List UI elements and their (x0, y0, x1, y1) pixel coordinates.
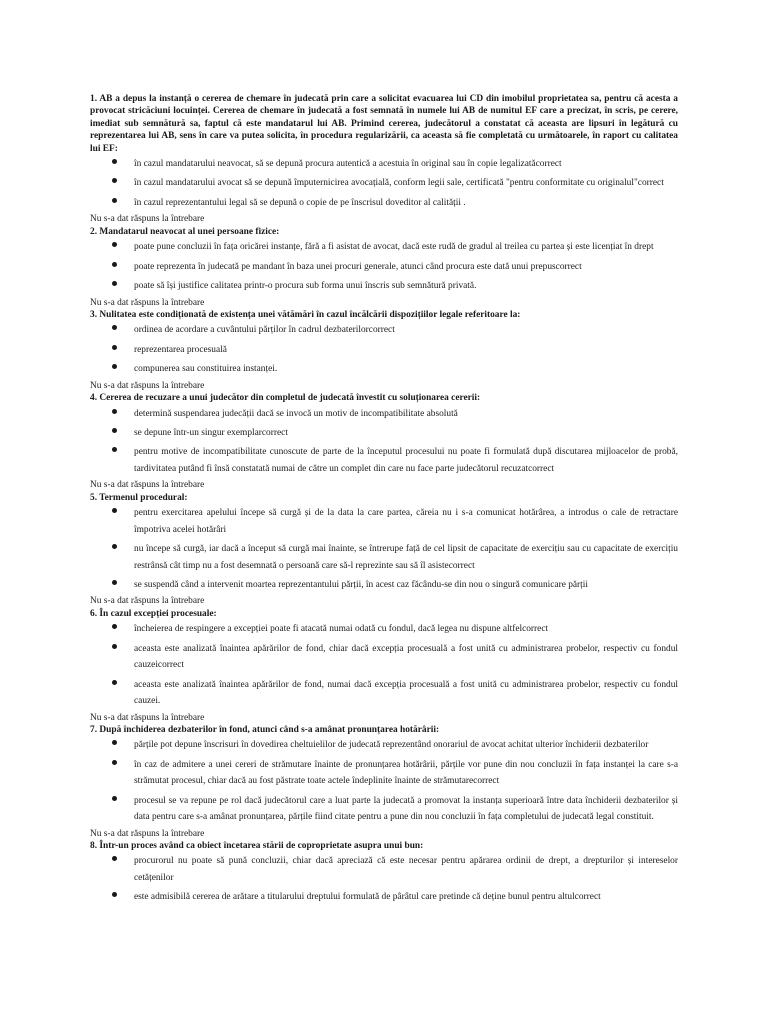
answer-item (134, 576, 678, 595)
answer-text: în cazul mandatarului neavocat, să se depună procura autentică a acestuia în original sau în copie legalizatăcorrect (134, 159, 562, 170)
bullet-icon (112, 242, 117, 247)
bullet-icon (112, 325, 117, 330)
bullet-icon (112, 856, 117, 861)
answer-status: Nu s-a dat răspuns la întrebare (90, 214, 205, 225)
answer-text: compunerea sau constituirea instanței. (134, 364, 278, 375)
answer-text: procurorul nu poate să pună concluzii, chiar dacă apreciază că este necesar pentru apărarea ordinii de drept, a drepturilor și intereselor cetățenilor (134, 856, 678, 883)
question-block (90, 840, 678, 908)
answer-text: în caz de admitere a unei cereri de strămutare înainte de pronunțarea hotărârii, părțile vor pune din nou concluzii în fața instanței la care s-a strămutat procesul, chiar dacă au fost păstrate toate actele îndeplinite înainte de strămutarecorrect (134, 759, 678, 787)
answer-text: poate reprezenta în judecată pe mandant în baza unei procuri generale, atunci când procura este dată unui prepuscorrect (134, 261, 582, 272)
question-block (90, 392, 678, 492)
bullet-icon (112, 544, 117, 549)
bullet-icon (112, 644, 117, 649)
answer-item (134, 792, 678, 828)
answer-text: se depune într-un singur exemplarcorrect (134, 428, 288, 438)
answer-item (134, 888, 678, 907)
answer-item (134, 504, 678, 540)
question-block (90, 608, 678, 724)
bullet-icon (112, 447, 117, 452)
answer-item (134, 155, 678, 174)
answer-item (134, 277, 678, 296)
answer-status: Nu s-a dat răspuns la întrebare (90, 297, 205, 308)
answer-text: ordinea de acordare a cuvântului părților în cadrul dezbaterilorcorrect (134, 325, 395, 336)
answer-list (90, 736, 678, 827)
answer-item (134, 321, 678, 340)
answer-list (90, 405, 678, 480)
bullet-icon (112, 178, 117, 183)
answer-status: Nu s-a dat răspuns la întrebare (90, 828, 205, 839)
question-block (90, 226, 678, 309)
question-text: 6. În cazul excepției procesuale: (90, 608, 217, 619)
question-block (90, 492, 678, 608)
answer-item (134, 540, 678, 576)
question-text: 7. După închiderea dezbaterilor în fond, atunci când s-a amânat pronunțarea hotărârii: (90, 724, 440, 735)
bullet-icon (112, 508, 117, 513)
answer-text: încheierea de respingere a excepției poate fi atacată numai odată cu fondul, dacă legea nu dispune altfelcorrect (134, 624, 549, 635)
answer-item (134, 258, 678, 277)
answer-status: Nu s-a dat răspuns la întrebare (90, 596, 205, 607)
bullet-icon (112, 281, 117, 286)
bullet-icon (112, 428, 117, 433)
answer-item (134, 620, 678, 639)
answer-item (134, 756, 678, 792)
answer-list (90, 155, 678, 213)
question-text: 8. Într-un proces având ca obiect încetarea stării de coproprietate asupra unui bun: (90, 841, 424, 851)
answer-list (90, 238, 678, 296)
answer-text: determină suspendarea judecății dacă se invocă un motiv de incompatibilitate absolută (134, 408, 458, 419)
bullet-icon (112, 796, 117, 801)
question-text: 3. Nulitatea este condiționată de existența unei vătămări în cazul încălcării dispozițiilor legale referitoare la: (90, 309, 521, 320)
answer-text: părțile pot depune înscrisuri în dovedirea cheltuielilor de judecată reprezentând onorariul de avocat achitat ulterior închiderii dezbaterilor (134, 740, 649, 751)
answer-text: se suspendă când a intervenit moartea reprezentantului părții, în acest caz făcându-se din nou o singură comunicare părții (134, 579, 588, 590)
answer-text: reprezentarea procesuală (134, 344, 227, 355)
bullet-icon (112, 364, 117, 369)
answer-text: poate să își justifice calitatea printr-o procura sub forma unui înscris sub semnătură privată. (134, 281, 477, 292)
bullet-icon (112, 198, 117, 203)
bullet-icon (112, 345, 117, 350)
bullet-icon (112, 262, 117, 267)
answer-list (90, 504, 678, 595)
answer-item (134, 341, 678, 360)
bullet-icon (112, 892, 117, 897)
question-text: 4. Cererea de recuzare a unui judecător din completul de judecată învestit cu soluționarea cererii: (90, 393, 481, 404)
answer-list (90, 321, 678, 379)
answer-status: Nu s-a dat răspuns la întrebare (90, 712, 205, 723)
bullet-icon (112, 760, 117, 765)
answer-item (134, 443, 678, 479)
question-text: 5. Termenul procedural: (90, 492, 188, 503)
answer-item (134, 194, 678, 213)
bullet-icon (112, 680, 117, 685)
bullet-icon (112, 624, 117, 629)
answer-item (134, 736, 678, 755)
answer-text: este admisibilă cererea de arătare a titularului dreptului formulată de pârâtul care pretinde că deține bunul pentru altulcorrect (134, 892, 601, 903)
answer-list (90, 852, 678, 907)
answer-item (134, 174, 678, 193)
answer-text: nu începe să curgă, iar dacă a început să curgă mai înainte, se întrerupe față de cel lipsit de capacitate de exercițiu sau cu capacitate de exercițiu restrânsă cât timp nu a fost desemnată o persoană care să-l reprezinte sau să îl asistecorrect (134, 544, 678, 571)
answer-item (134, 676, 678, 712)
answer-text: poate pune concluzii în fața oricărei instanțe, fără a fi asistat de avocat, dacă este rudă de gradul al treilea cu partea și este licențiat în drept (134, 242, 654, 253)
answer-list (90, 620, 678, 711)
question-text: 2. Mandatarul neavocat al unei persoane fizice: (90, 226, 280, 237)
answer-text: pentru exercitarea apelului începe să curgă și de la data la care partea, căreia nu i s-a comunicat hotărârea, a introdus o cale de retractare împotriva acelei hotărâri (134, 508, 678, 535)
question-block (90, 724, 678, 840)
answer-item (134, 405, 678, 424)
answer-text: aceasta este analizată înaintea apărărilor de fond, numai dacă excepția procesuală a fost unită cu administrarea probelor, respectiv cu fondul cauzei. (134, 679, 678, 707)
answer-text: în cazul mandatarului avocat să se depună împuternicirea avocațială, conform legii sale, certificată "pentru conformitate cu originalul"correct (134, 178, 664, 189)
answer-item (134, 360, 678, 379)
question-block (90, 309, 678, 392)
answer-status: Nu s-a dat răspuns la întrebare (90, 380, 205, 391)
bullet-icon (112, 159, 117, 164)
answer-text: în cazul reprezentantului legal să se depună o copie de pe înscrisul doveditor al calității . (134, 197, 466, 208)
bullet-icon (112, 740, 117, 745)
question-block (90, 93, 678, 226)
answer-text: procesul se va repune pe rol dacă judecătorul care a luat parte la judecată a promovat la instanța superioară între data închiderii dezbaterilor și data pentru care s-a amânat pronunțarea, părțile fiind citate pentru a pune din nou concluzii în fața completului de judecată legal constituit. (134, 795, 678, 823)
answer-status: Nu s-a dat răspuns la întrebare (90, 480, 205, 491)
bullet-icon (112, 580, 117, 585)
question-text: 1. AB a depus la instanță o cererea de chemare în judecată prin care a solicitat evacuarea lui CD din imobilul proprietatea sa, pentru că acesta a provocat stricăciuni locuinței. Cererea de chemare în judecată a fost semnată în numele lui AB de numitul EF care a precizat, în scris, pe cerere, imediat sub semnătură sa, faptul că este mandatarul lui AB. Primind cererea, judecătorul a constatat că aceasta are lipsuri în legătură cu reprezentarea lui AB, sens în care va putea solicita, în procedura regularizării, ca aceasta să fie completată cu următoarele, în raport cu calitatea lui EF: (90, 94, 678, 154)
answer-item (134, 238, 678, 257)
bullet-icon (112, 409, 117, 414)
answer-item (134, 424, 678, 443)
answer-text: aceasta este analizată înaintea apărărilor de fond, chiar dacă excepția procesuală a fost unită cu administrarea probelor, respectiv cu fondul cauzeicorrect (134, 643, 678, 671)
answer-item (134, 852, 678, 888)
answer-item (134, 640, 678, 676)
quiz-document (90, 93, 678, 908)
answer-text: pentru motive de incompatibilitate cunoscute de parte de la începutul procesului nu poate fi formulată după discutarea mijloacelor de probă, tardivitatea putând fi însă constatată numai de către un complet din care nu face parte judecătorul recuzatcorrect (134, 447, 678, 474)
